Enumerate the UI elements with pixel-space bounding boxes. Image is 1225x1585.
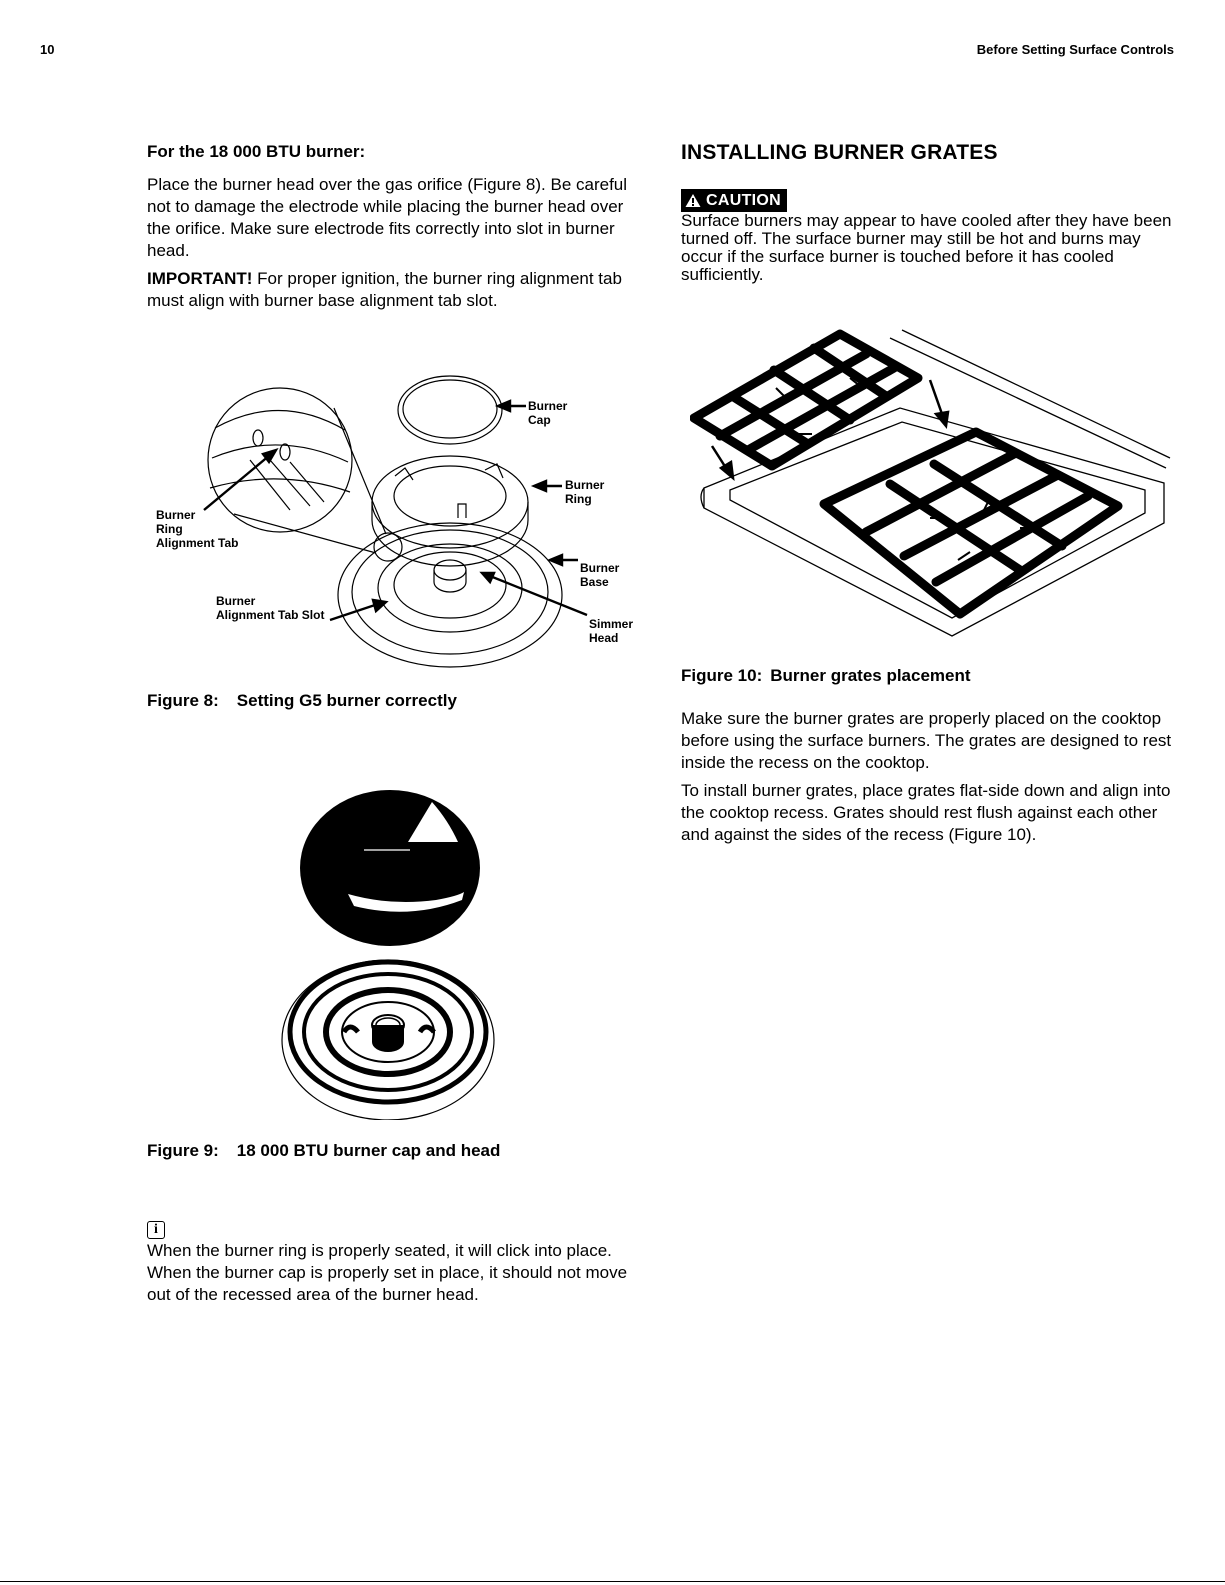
paragraph-place-burner-head: Place the burner head over the gas orifice (Figure 8). Be careful not to damage the electrode while placing the burner head over the orifice. Make sure electrode fits correctly into slot in burner head. — [147, 175, 628, 260]
figure-9-title: 18 000 BTU burner cap and head — [236, 1141, 501, 1160]
figure-8-number: Figure 8: — [147, 691, 219, 710]
label-ring-tab-line3: Alignment Tab — [156, 536, 239, 550]
caution-text: Surface burners may appear to have cooled after they have been turned off. The surface burner may still be hot and burns may occur if the surface burner is touched before it has cooled sufficiently. — [681, 211, 1172, 284]
subhead-18000-btu: For the 18 000 BTU burner: — [147, 142, 366, 161]
label-burner-ring-line2: Ring — [565, 492, 592, 506]
warning-triangle-icon — [685, 193, 701, 208]
figure-8-caption — [147, 691, 457, 711]
figure-10-caption — [681, 666, 971, 686]
info-icon: i — [147, 1221, 165, 1239]
important-label: IMPORTANT! — [147, 269, 253, 288]
page-number: 10 — [40, 42, 55, 57]
paragraph-install-grates: To install burner grates, place grates flat-side down and align into the cooktop recess. Grates should rest flush against each other and against the sides of the recess (Figure 10). — [681, 781, 1171, 844]
info-note-line2: When the burner cap is properly set in place, it should not move out of the recessed area of the burner head. — [147, 1263, 628, 1304]
important-text: For proper ignition, the burner ring alignment tab must align with burner base alignment tab slot. — [147, 269, 622, 310]
right-column-body — [681, 708, 1181, 846]
page-bottom-rule — [0, 1581, 1225, 1582]
figure-10-burner-grates-illustration — [690, 318, 1180, 658]
label-burner-base-line1: Burner — [580, 561, 620, 575]
label-burner-base-line2: Base — [580, 575, 609, 589]
label-slot-line1: Burner — [216, 594, 256, 608]
label-burner-alignment-tab-slot — [216, 594, 324, 622]
label-burner-ring — [565, 478, 604, 506]
label-burner-ring-alignment-tab — [156, 508, 238, 550]
label-burner-cap — [528, 399, 567, 427]
caution-message — [681, 212, 1176, 284]
label-burner-base — [580, 561, 619, 589]
figure-10-number: Figure 10: — [681, 666, 763, 685]
info-note-line1: When the burner ring is properly seated, it will click into place. — [147, 1241, 612, 1260]
label-slot-line2: Alignment Tab Slot — [216, 608, 325, 622]
label-simmer-line2: Head — [589, 631, 619, 645]
caution-label: CAUTION — [706, 191, 781, 209]
figure-9-number: Figure 9: — [147, 1141, 219, 1160]
paragraph-grates-placed: Make sure the burner grates are properly placed on the cooktop before using the surface burners. The grates are designed to rest inside the recess on the cooktop. — [681, 709, 1172, 772]
label-ring-tab-line1: Burner — [156, 508, 196, 522]
label-simmer-line1: Simmer — [589, 617, 634, 631]
caution-badge — [681, 189, 787, 213]
paragraph-important — [147, 268, 647, 312]
figure-9-cap-and-head-illustration — [280, 780, 500, 1120]
figure-9-caption — [147, 1141, 500, 1161]
figure-8-title: Setting G5 burner correctly — [236, 691, 457, 710]
left-column-text — [147, 142, 647, 312]
label-simmer-head — [589, 617, 633, 645]
label-burner-cap-line1: Burner — [528, 399, 568, 413]
running-header: Before Setting Surface Controls — [976, 42, 1174, 57]
figure-10-title: Burner grates placement — [770, 666, 971, 685]
label-burner-cap-line2: Cap — [528, 413, 551, 427]
label-burner-ring-line1: Burner — [565, 478, 605, 492]
section-title-text: INSTALLING BURNER GRATES — [681, 141, 998, 164]
label-ring-tab-line2: Ring — [156, 522, 183, 536]
info-note — [147, 1240, 647, 1306]
section-title-installing-burner-grates — [681, 141, 1181, 165]
